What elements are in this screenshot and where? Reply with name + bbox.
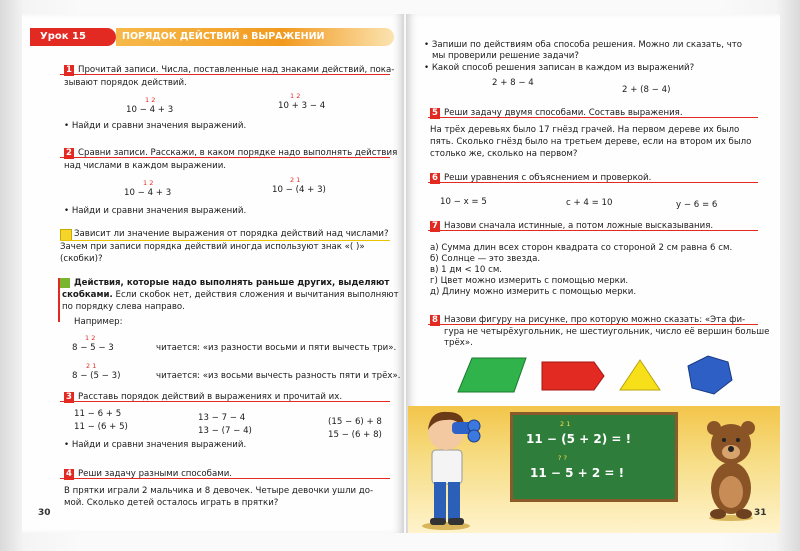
task3-number: 3 <box>64 392 74 403</box>
top-bullet1-line1: • Запиши по действиям оба способа решения. Можно ли сказать, что <box>424 40 743 50</box>
task3-col1-a: 11 − 6 + 5 <box>74 409 122 419</box>
task2-marks-b: 2 1 <box>290 176 301 184</box>
task5-text: 5 Реши задачу двумя способами. Составь выражения. <box>430 108 683 119</box>
question-rule <box>60 240 390 241</box>
top-expr-b: 2 + (8 − 4) <box>622 85 671 95</box>
boy-illustration <box>410 400 494 530</box>
task1-text-line2: зывают порядок действий. <box>64 78 187 88</box>
lesson-banner <box>30 28 394 46</box>
task8-line3: трёх». <box>444 338 473 348</box>
task1-marks-a: 1 2 <box>145 96 156 104</box>
task2-marks-a: 1 2 <box>143 179 154 187</box>
blue-hexagon-shape <box>688 356 732 394</box>
task6-eq1: 10 − x = 5 <box>440 197 487 207</box>
top-expr-a: 2 + 8 − 4 <box>492 78 534 88</box>
task3-text: 3 Расставь порядок действий в выражениях и прочитай их. <box>64 392 342 403</box>
task7-item-e: д) Длину можно измерить с помощью мерки. <box>430 287 637 297</box>
task7-item-a: а) Сумма длин всех сторон квадрата со стороной 2 см равна 6 см. <box>430 243 733 253</box>
board-expr2: 11 − 5 + 2 = ! <box>530 466 625 480</box>
top-bullet2: • Какой способ решения записан в каждом из выражений? <box>424 63 695 73</box>
green-parallelogram-shape <box>458 358 526 392</box>
task5-line1: На трёх деревьях было 17 гнёзд грачей. На первом дереве их было <box>430 125 740 135</box>
task4-number: 4 <box>64 469 74 480</box>
board-marks2: ? ? <box>558 454 567 462</box>
task1-number: 1 <box>64 65 74 76</box>
task6-text: 6 Реши уравнения с объяснением и проверкой. <box>430 173 651 184</box>
example2-expr: 8 − (5 − 3) <box>72 371 121 381</box>
right-page-number: 31 <box>754 508 767 518</box>
example2-reading: читается: «из восьми вычесть разность пяти и трёх». <box>156 371 401 381</box>
yellow-triangle-shape <box>620 360 660 390</box>
task7-text: 7 Назови сначала истинные, а потом ложные высказывания. <box>430 221 713 232</box>
task7-item-b: б) Солнце — это звезда. <box>430 254 541 264</box>
question-line3: (скобки)? <box>60 254 103 264</box>
task2-bullet: • Найди и сравни значения выражений. <box>64 206 247 216</box>
left-page-number: 30 <box>38 508 51 518</box>
left-page <box>22 14 404 533</box>
rule-line3: по порядку слева направо. <box>62 302 185 312</box>
question-line1: Зависит ли значение выражения от порядка действий над числами? <box>74 229 389 239</box>
task6-eq2: c + 4 = 10 <box>566 198 613 208</box>
task6-eq3: y − 6 = 6 <box>676 200 718 210</box>
task3-col3-a: (15 − 6) + 8 <box>328 417 382 427</box>
task4-text: 4 Реши задачу разными способами. <box>64 469 232 480</box>
task8-line2: гура не четырёхугольник, не шестиугольник, число её вершин больше <box>444 327 770 337</box>
task1-expr-b: 10 + 3 − 4 <box>278 101 326 111</box>
task2-number: 2 <box>64 148 74 159</box>
question-line2: Зачем при записи порядка действий иногда используют знак «( )» <box>60 242 365 252</box>
example1-marks: 1 2 <box>85 334 96 342</box>
task1-bullet: • Найди и сравни значения выражений. <box>64 121 247 131</box>
task3-col2-b: 13 − (7 − 4) <box>198 426 252 436</box>
task3-bullet: • Найди и сравни значения выражений. <box>64 440 247 450</box>
task8-line1: 8 Назови фигуру на рисунке, про которую можно сказать: «Эта фи- <box>430 315 745 326</box>
task4-line1: В прятки играли 2 мальчика и 8 девочек. Четыре девочки ушли до- <box>64 486 374 496</box>
task1-text: 1 Прочитай записи. Числа, поставленные над знаками действий, пока- <box>64 65 394 76</box>
task2-text: 2 Сравни записи. Расскажи, в каком порядке надо выполнять действия <box>64 148 397 159</box>
bear-illustration <box>698 410 764 522</box>
task3-col3-b: 15 − (6 + 8) <box>328 430 382 440</box>
example1-reading: читается: «из разности восьми и пяти вычесть три». <box>156 343 397 353</box>
task4-line2: мой. Сколько детей осталось играть в прятки? <box>64 498 279 508</box>
example-label: Например: <box>74 317 123 327</box>
board-marks1: 2 1 <box>560 420 571 428</box>
task7-item-c: в) 1 дм < 10 см. <box>430 265 503 275</box>
task2-expr-b: 10 − (4 + 3) <box>272 185 326 195</box>
top-bullet1-line2: мы проверили решение задачи? <box>432 51 579 61</box>
rule-line2: скобками. Если скобок нет, действия сложения и вычитания выполняют <box>62 290 399 300</box>
board-expr1: 11 − (5 + 2) = ! <box>526 432 632 446</box>
task1-expr-a: 10 − 4 + 3 <box>126 105 174 115</box>
task2-expr-a: 10 − 4 + 3 <box>124 188 172 198</box>
rule-line1: Действия, которые надо выполнять раньше других, выделяют <box>74 278 390 288</box>
rule-red-bar <box>58 278 60 322</box>
lesson-label: Урок 15 <box>40 31 86 42</box>
task5-line3: столько же, сколько на первом? <box>430 149 578 159</box>
shapes-figure <box>446 348 746 402</box>
task5-line2: пять. Сколько гнёзд было на третьем дереве, если на втором их было <box>430 137 752 147</box>
rule-green-box <box>60 278 70 288</box>
right-page <box>406 14 780 533</box>
task3-col2-a: 13 − 7 − 4 <box>198 413 246 423</box>
chalkboard <box>510 412 678 502</box>
task6-number: 6 <box>430 173 440 184</box>
task5-number: 5 <box>430 108 440 119</box>
task7-number: 7 <box>430 221 440 232</box>
red-pentagon-shape <box>542 362 604 390</box>
task2-text-line2: над числами в каждом выражении. <box>64 161 227 171</box>
task1-marks-b: 1 2 <box>290 92 301 100</box>
example2-marks: 2 1 <box>86 362 97 370</box>
lesson-title: ПОРЯДОК ДЕЙСТВИЙ в ВЫРАЖЕНИИ <box>122 31 325 42</box>
task3-col1-b: 11 − (6 + 5) <box>74 422 128 432</box>
task7-item-d: г) Цвет можно измерить с помощью мерки. <box>430 276 629 286</box>
task8-number: 8 <box>430 315 440 326</box>
example1-expr: 8 − 5 − 3 <box>72 343 114 353</box>
